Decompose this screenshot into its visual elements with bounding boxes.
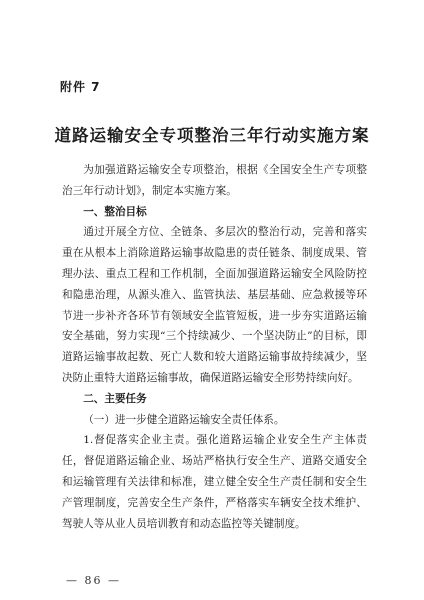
section-heading-goals: 一、整治目标 (83, 205, 147, 218)
document-title: 道路运输安全专项整治三年行动实施方案 (54, 126, 370, 145)
task-paragraph: 1.督促落实企业主责。强化道路运输企业安全生产主体责任，督促道路运输企业、场站严格执行安全生产、道路交通安全和运输管理有关法律和标准，建立健全安全生产责任制和安全生产管理制度，完善安全生产条件，严格落实车辆安全技术维护、驾驶人等从业人员培训教育和动态监控等关键制度。 (62, 434, 367, 530)
page-number: — 86 — (66, 574, 121, 587)
goals-paragraph: 通过开展全方位、全链条、多层次的整治行动，完善和落实重在从根本上消除道路运输事故隐患的责任链条、制度成果、管理办法、重点工程和工作机制，全面加强道路运输安全风险防控和隐患治理，从源头准入、监管执法、基层基础、应急救援等环节进一步补齐各环节有领域安全监管短板，进一步夯实道路运输安全基础，努力实现“三个持续减少、一个坚决防止”的目标，即道路运输事故起数、死亡人数和较大道路运输事故持续减少，坚决防止重特大道路运输事故，确保道路运输安全形势持续向好。 (62, 226, 367, 384)
document-body (62, 160, 367, 534)
intro-paragraph: 为加强道路运输安全专项整治，根据《全国安全生产专项整治三年行动计划》，制定本实施方案。 (62, 164, 367, 197)
attachment-label: 附件 7 (60, 80, 101, 94)
task-subheading: （一）进一步健全道路运输安全责任体系。 (83, 413, 285, 426)
section-heading-tasks: 二、主要任务 (83, 392, 147, 405)
